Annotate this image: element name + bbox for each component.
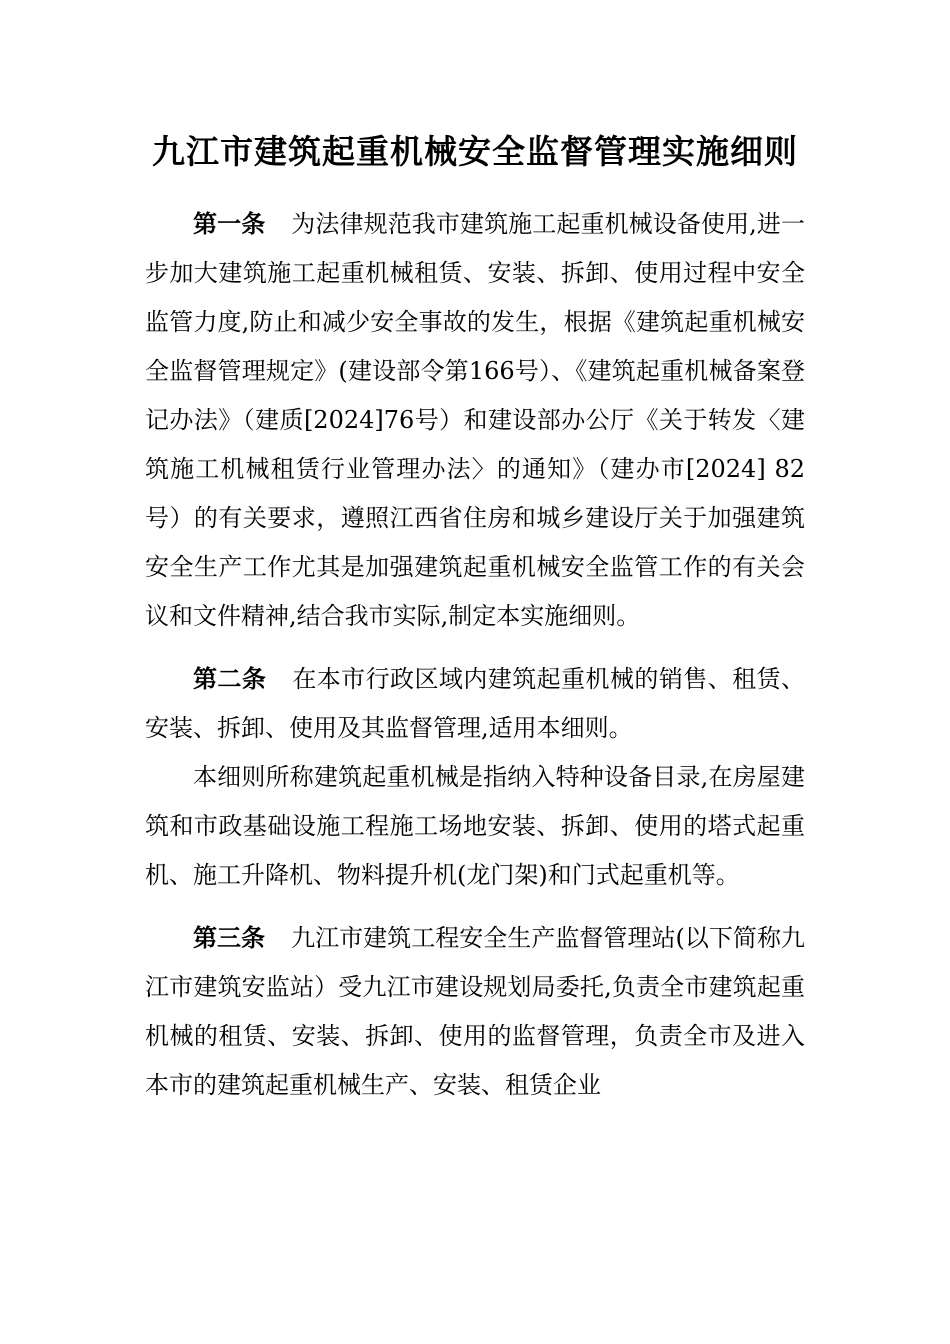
article-2-continuation-text: 本细则所称建筑起重机械是指纳入特种设备目录,在房屋建筑和市政基础设施工程施工场地安装、拆卸、使用的塔式起重机、施工升降机、物料提升机(龙门架)和门式起重机等。 — [145, 763, 805, 889]
article-3-label: 第三条 — [193, 923, 266, 952]
document-title: 九江市建筑起重机械安全监督管理实施细则 — [152, 132, 798, 171]
article-1-label: 第一条 — [193, 209, 266, 238]
document-body — [145, 199, 805, 1110]
article-1-paragraph — [145, 199, 805, 641]
article-2-continuation-paragraph — [145, 753, 805, 900]
article-2-paragraph — [145, 654, 805, 753]
article-3-text: 九江市建筑工程安全生产监督管理站(以下简称九江市建筑安监站）受九江市建设规划局委托,负责全市建筑起重机械的租赁、安装、拆卸、使用的监督管理，负责全市及进入本市的建筑起重机械生产、安装、租赁企业 — [145, 924, 805, 1099]
article-2-label: 第二条 — [193, 664, 267, 693]
article-1-text: 为法律规范我市建筑施工起重机械设备使用,进一步加大建筑施工起重机械租赁、安装、拆卸、使用过程中安全监管力度,防止和减少安全事故的发生，根据《建筑起重机械安全监督管理规定》(建设部令第166号）、《建筑起重机械备案登记办法》（建质[2024]76号）和建设部办公厅《关于转发〈建筑施工机械租赁行业管理办法〉的通知》（建办市[2024] 82号）的有关要求，遵照江西省住房和城乡建设厅关于加强建筑安全生产工作尤其是加强建筑起重机械安全监管工作的有关会议和文件精神,结合我市实际,制定本实施细则。 — [145, 210, 805, 630]
article-2-text: 在本市行政区域内建筑起重机械的销售、租赁、安装、拆卸、使用及其监督管理,适用本细则。 — [145, 665, 806, 742]
article-3-paragraph — [145, 913, 805, 1110]
